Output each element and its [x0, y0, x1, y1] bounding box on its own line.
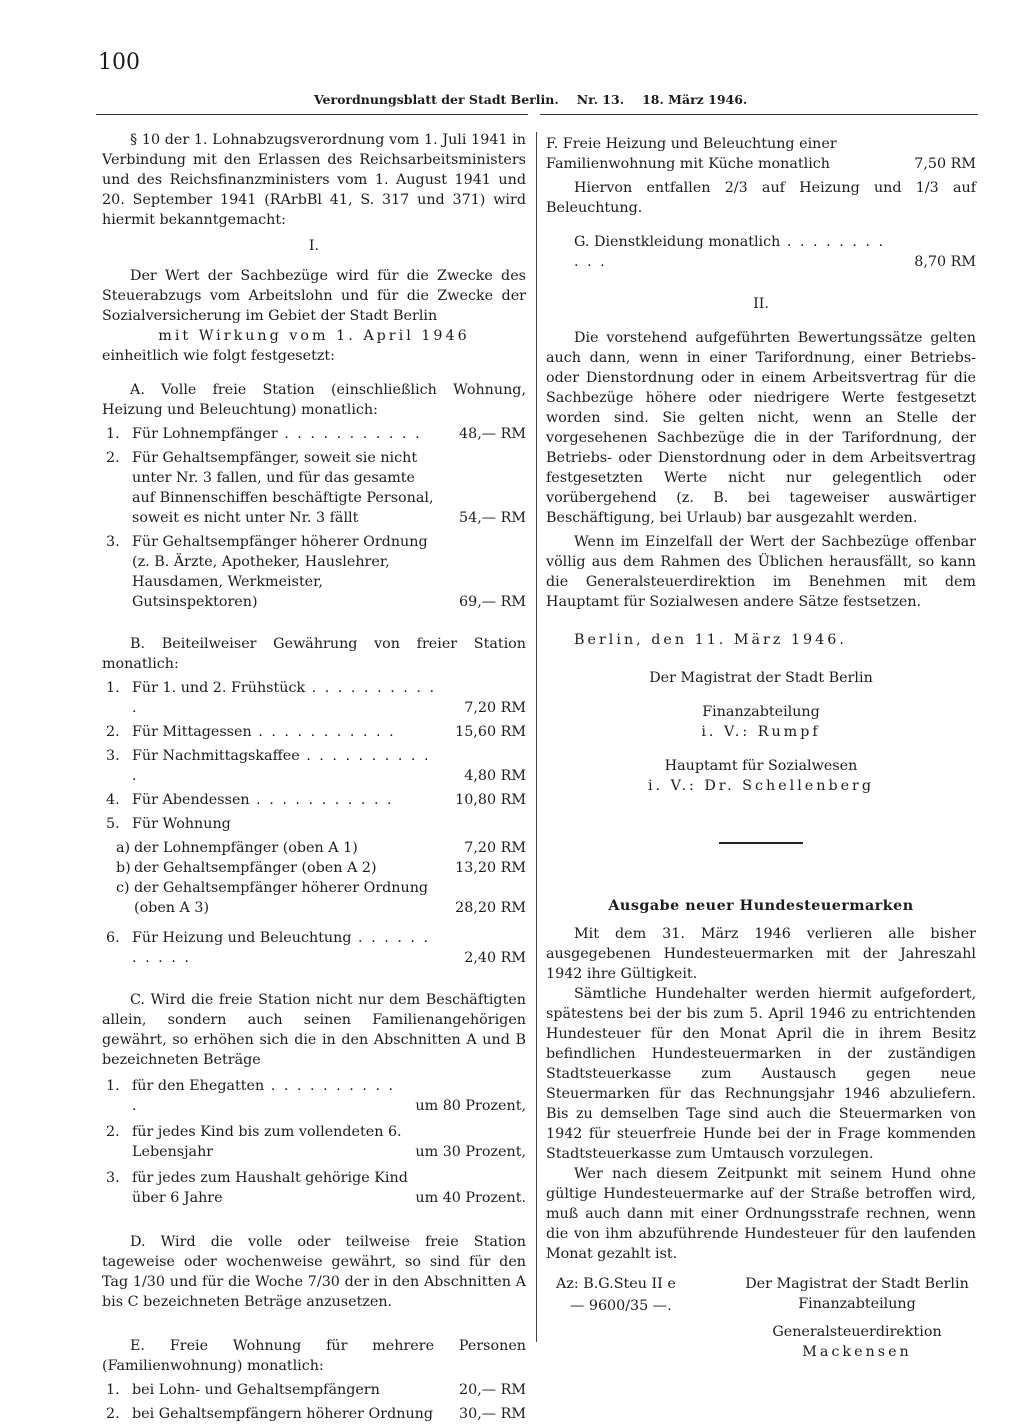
list-item: 2. bei Gehaltsempfängern höherer Ordnung 30,— RM [106, 1406, 526, 1422]
dog-tax-paragraph-1: Mit dem 31. März 1946 verlieren alle bisher ausgegebenen Hundesteuermarken mit der Jahreszahl 1942 ihre Gültigkeit. [546, 926, 976, 982]
section-two-paragraph-2: Wenn im Einzelfall der Wert der Sachbezüge offenbar völlig aus dem Rahmen des Üblichen herausfällt, so kann die Generalsteuerdirektion im Benehmen mit dem Hauptamt für Sozialwesen andere Sätze festsetzen. [546, 534, 976, 610]
list-item: 1. Für 1. und 2. Frühstück . . . 7,20 RM [102, 678, 526, 718]
signature-block [732, 1274, 982, 1362]
signature-line-4: Mackensen [802, 1344, 912, 1360]
list-item: 3. Für Gehaltsempfänger höherer Ordnung (z. B. Ärzte, Apotheker, Hauslehrer, Hausdamen, Werkmeister, Gutsinspektoren) 69,— RM [106, 534, 526, 610]
signature-sozial-name: i. V.: Dr. Schellenberg [647, 778, 875, 794]
list-subitem: c) der Gehaltsempfänger höherer Ordnung (oben A 3) 28,20 RM [116, 880, 526, 916]
signature-finanz: Finanzabteilung [702, 704, 820, 720]
header-rule-left [96, 114, 528, 115]
list-item: 2. Für Gehaltsempfänger, soweit sie nicht unter Nr. 3 fallen, und für das gesamte auf Binnenschiffen beschäftigte Personal, soweit es nicht unter Nr. 3 fällt 54,— RM [106, 450, 526, 526]
signature-magistrat: Der Magistrat der Stadt Berlin [649, 670, 873, 686]
signature-line-2: Finanzabteilung [798, 1296, 916, 1312]
section-a-heading: A. Volle freie Station (einschließlich Wohnung, Heizung und Beleuchtung) monatlich: [102, 382, 526, 418]
section-one-end: einheitlich wie folgt festgesetzt: [102, 348, 335, 364]
closing-signatures [546, 1274, 976, 1360]
list-item: 2. für jedes Kind bis zum vollendeten 6. Lebensjahr um 30 Prozent, [106, 1124, 526, 1160]
column-divider [536, 132, 537, 1342]
list-item: 4. Für Abendessen . . . 10,80 RM [102, 790, 526, 810]
header-issue: Nr. 13. [576, 92, 625, 107]
list-item: 2. Für Mittagessen . . . 15,60 RM [102, 722, 526, 742]
section-e-heading: E. Freie Wohnung für mehrere Personen (Familienwohnung) monatlich: [102, 1338, 526, 1374]
list-subitem: a) der Lohnempfänger (oben A 1) 7,20 RM [116, 840, 526, 856]
section-c-paragraph: C. Wird die freie Station nicht nur dem Beschäftigten allein, sondern auch seinen Familienangehörigen gewährt, so erhöhen sich die in den Abschnitten A und B bezeichneten Beträge [102, 992, 526, 1068]
section-one-heading: I. [308, 238, 320, 254]
page-number: 100 [98, 50, 140, 75]
header-title: Verordnungsblatt der Stadt Berlin. [314, 92, 559, 107]
section-one-paragraph: Der Wert der Sachbezüge wird für die Zwecke des Steuerabzugs vom Arbeitslohn und für die Zwecke der Sozialversicherung im Gebiet der Stadt Berlin [102, 268, 526, 324]
signature-line-3: Generalsteuerdirektion [772, 1324, 942, 1340]
list-item: 1. Für Lohnempfänger . . . 48,— RM [102, 424, 526, 444]
reference-line-2: — 9600/35 —. [570, 1298, 672, 1314]
section-two-heading: II. [753, 296, 769, 312]
list-item: 6. Für Heizung und Beleuchtung . . . 2,40 RM [102, 928, 526, 968]
right-column [546, 130, 976, 1360]
intro-paragraph: § 10 der 1. Lohnabzugsverordnung vom 1. Juli 1941 in Verbindung mit den Erlassen des Reichsarbeitsministers und des Reichsfinanzministers vom 1. August 1941 und 20. September 1941 (RArbBl 41, S. 317 und 371) wird hiermit bekanntgemacht: [102, 132, 526, 228]
dog-tax-paragraph-3: Wer nach diesem Zeitpunkt mit seinem Hund ohne gültige Hundesteuermarke auf der Straße betroffen wird, muß auch dann mit einer Ordnungsstrafe rechnen, wenn die von ihm abzuführende Hundesteuer für den laufenden Monat gezahlt ist. [546, 1166, 976, 1262]
signature-finanz-name: i. V.: Rumpf [701, 724, 821, 740]
list-item: 3. für jedes zum Haushalt gehörige Kind über 6 Jahre um 40 Prozent. [106, 1170, 526, 1206]
list-item: 5. Für Wohnung [106, 816, 231, 832]
list-item: 3. Für Nachmittagskaffee . . . 4,80 RM [102, 746, 526, 786]
section-b-heading: B. Beiteilweiser Gewährung von freier Station monatlich: [102, 636, 526, 672]
left-column [102, 130, 526, 1428]
list-item: 1. bei Lohn- und Gehaltsempfängern 20,— RM [106, 1382, 526, 1398]
list-item: 1. für den Ehegatten . . . um 80 Prozent, [102, 1076, 526, 1116]
dog-tax-paragraph-2: Sämtliche Hundehalter werden hiermit aufgefordert, spätestens bei der bis zum 5. April 1946 zu entrichtenden Hundesteuer für den Monat April die in ihrem Besitz befindlichen Hundesteuermarken in der zuständigen Stadtsteuerkasse zum Austausch gegen neue Steuermarken für das Rechnungsjahr 1946 abzuliefern. Bis zu demselben Tage sind auch die Steuermarken von 1942 für steuerfreie Hunde bei der in Frage kommenden Stadtsteuerkasse zum Umtausch vorzulegen. [546, 986, 976, 1162]
place-date: Berlin, den 11. März 1946. [574, 632, 847, 648]
section-f-item: F. Freie Heizung und Beleuchtung einer Familienwohnung mit Küche monatlich 7,50 RM [546, 136, 976, 172]
running-header [314, 92, 765, 107]
header-date: 18. März 1946. [642, 92, 748, 107]
article-title: Ausgabe neuer Hundesteuermarken [608, 898, 914, 914]
section-d-paragraph: D. Wird die volle oder teilweise freie Station tageweise oder wochenweise gewährt, so sind für den Tag 1/30 und für die Woche 7/30 der in den Abschnitten A bis C bezeichneten Beträge anzusetzen. [102, 1234, 526, 1310]
header-rule-right [540, 114, 978, 115]
reference-block [556, 1274, 676, 1316]
effective-date-line: mit Wirkung vom 1. April 1946 [158, 328, 470, 344]
signature-sozial: Hauptamt für Sozialwesen [664, 758, 858, 774]
section-two-paragraph-1: Die vorstehend aufgeführten Bewertungssätze gelten auch dann, wenn in einer Tarifordnung, einer Betriebs- oder Dienstordnung oder in einem Arbeitsvertrag für die Sachbezüge höhere oder niedrigere Werte festgesetzt worden sind. Sie gelten nicht, wenn an Stelle der vorgesehenen Sachbezüge die in der Tarifordnung, der Betriebs- oder Dienstordnung oder in dem Arbeitsvertrag festgesetzten Werte nicht nur gelegentlich oder vorübergehend (z. B. bei tageweiser auswärtiger Beschäftigung, bei Urlaub) bar ausgezahlt werden. [546, 330, 976, 526]
section-f-note: Hiervon entfallen 2/3 auf Heizung und 1/3 auf Beleuchtung. [546, 180, 976, 216]
signature-line-1: Der Magistrat der Stadt Berlin [745, 1276, 969, 1292]
reference-line-1: Az: B.G.Steu II e [556, 1276, 676, 1292]
section-g-item: G. Dienstkleidung monatlich . . . 8,70 RM [546, 232, 976, 272]
list-subitem: b) der Gehaltsempfänger (oben A 2) 13,20 RM [116, 860, 526, 876]
section-divider [719, 842, 803, 844]
